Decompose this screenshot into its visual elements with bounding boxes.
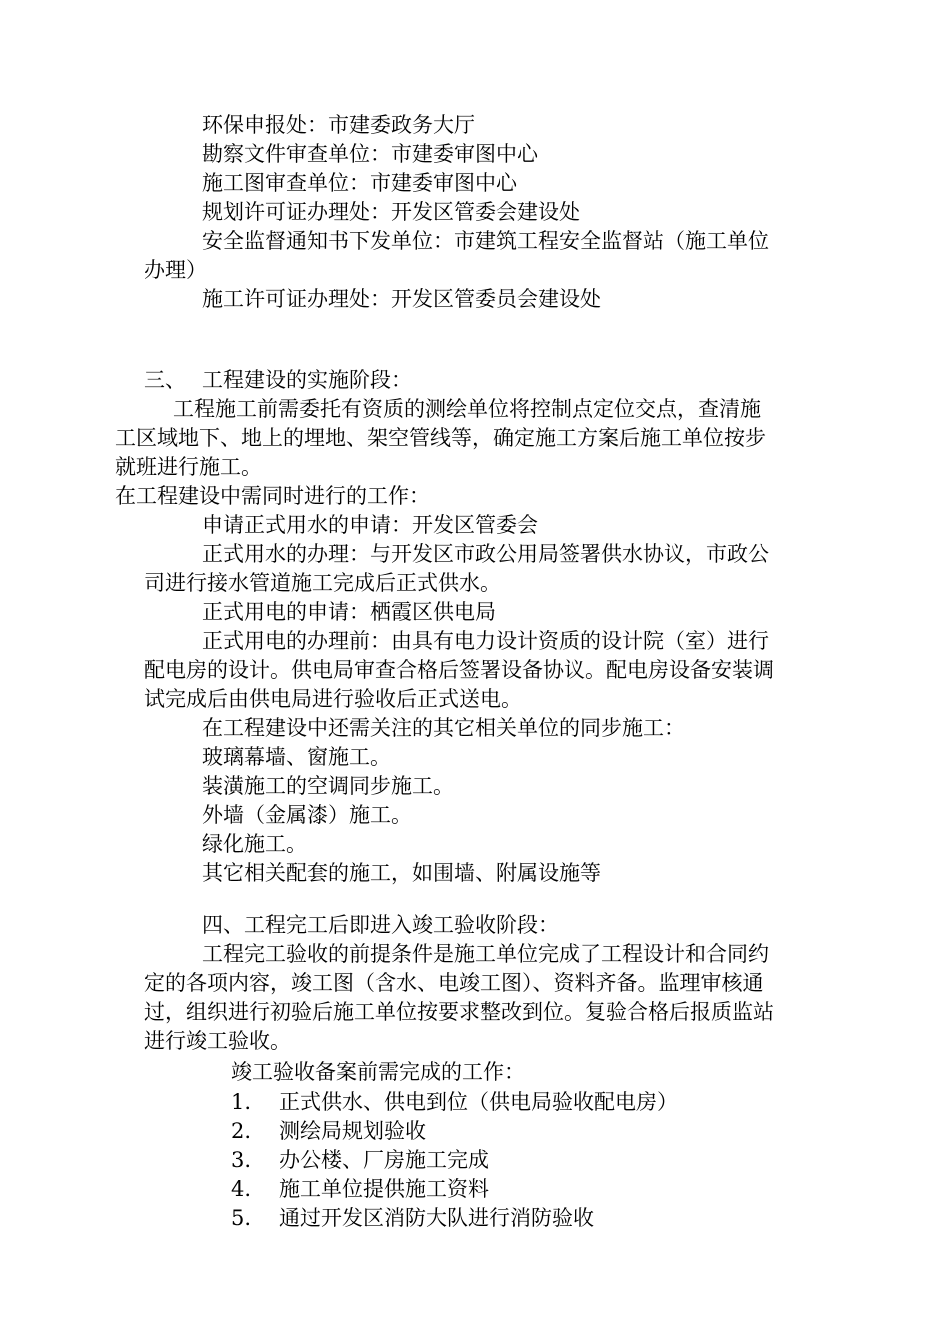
text-line: 其它相关配套的施工，如围墙、附属设施等 <box>202 861 601 885</box>
text-line: 过，组织进行初验后施工单位按要求整改到位。复验合格后报质监站 <box>144 1000 774 1024</box>
text-line: 环保申报处：市建委政务大厅 <box>202 113 475 137</box>
section-number: 三、 <box>144 368 186 392</box>
text-line: 玻璃幕墙、窗施工。 <box>202 745 391 769</box>
text-line: 装潢施工的空调同步施工。 <box>202 774 454 798</box>
text-line: 外墙（金属漆）施工。 <box>202 803 412 827</box>
list-number: 5. <box>231 1206 252 1230</box>
text-line: 申请正式用水的申请：开发区管委会 <box>202 513 538 537</box>
list-item: 办公楼、厂房施工完成 <box>279 1148 489 1172</box>
list-item: 施工单位提供施工资料 <box>279 1177 489 1201</box>
text-line: 正式用电的办理前：由具有电力设计资质的设计院（室）进行 <box>202 629 769 653</box>
text-line: 定的各项内容，竣工图（含水、电竣工图）、资料齐备。监理审核通 <box>144 971 764 995</box>
text-line: 工程完工验收的前提条件是施工单位完成了工程设计和合同约 <box>202 942 769 966</box>
text-line: 办理） <box>144 258 207 282</box>
text-line: 勘察文件审查单位：市建委审图中心 <box>202 142 538 166</box>
list-item: 正式供水、供电到位（供电局验收配电房） <box>279 1090 678 1114</box>
subheading: 在工程建设中需同时进行的工作： <box>115 484 430 508</box>
list-number: 2. <box>231 1119 252 1143</box>
text-line: 就班进行施工。 <box>115 455 262 479</box>
text-line: 正式用水的办理：与开发区市政公用局签署供水协议，市政公 <box>202 542 769 566</box>
list-item: 测绘局规划验收 <box>279 1119 426 1143</box>
section-heading: 四、工程完工后即进入竣工验收阶段： <box>202 913 559 937</box>
text-line: 试完成后由供电局进行验收后正式送电。 <box>144 687 522 711</box>
text-line: 安全监督通知书下发单位：市建筑工程安全监督站（施工单位 <box>202 229 769 253</box>
list-number: 1. <box>231 1090 252 1114</box>
list-item: 通过开发区消防大队进行消防验收 <box>279 1206 594 1230</box>
text-line: 进行竣工验收。 <box>144 1029 291 1053</box>
list-number: 3. <box>231 1148 252 1172</box>
text-line: 工程施工前需委托有资质的测绘单位将控制点定位交点，查清施 <box>173 397 761 421</box>
text-line: 施工许可证办理处：开发区管委员会建设处 <box>202 287 601 311</box>
subheading: 竣工验收备案前需完成的工作： <box>231 1060 525 1084</box>
text-line: 司进行接水管道施工完成后正式供水。 <box>144 571 501 595</box>
text-line: 施工图审查单位：市建委审图中心 <box>202 171 517 195</box>
text-line: 工区域地下、地上的埋地、架空管线等，确定施工方案后施工单位按步 <box>115 426 766 450</box>
text-line: 规划许可证办理处：开发区管委会建设处 <box>202 200 580 224</box>
section-heading: 工程建设的实施阶段： <box>202 368 412 392</box>
text-line: 正式用电的申请：栖霞区供电局 <box>202 600 496 624</box>
text-line: 配电房的设计。供电局审查合格后签署设备协议。配电房设备安装调 <box>144 658 774 682</box>
text-line: 在工程建设中还需关注的其它相关单位的同步施工： <box>202 716 685 740</box>
text-line: 绿化施工。 <box>202 832 307 856</box>
list-number: 4. <box>231 1177 252 1201</box>
